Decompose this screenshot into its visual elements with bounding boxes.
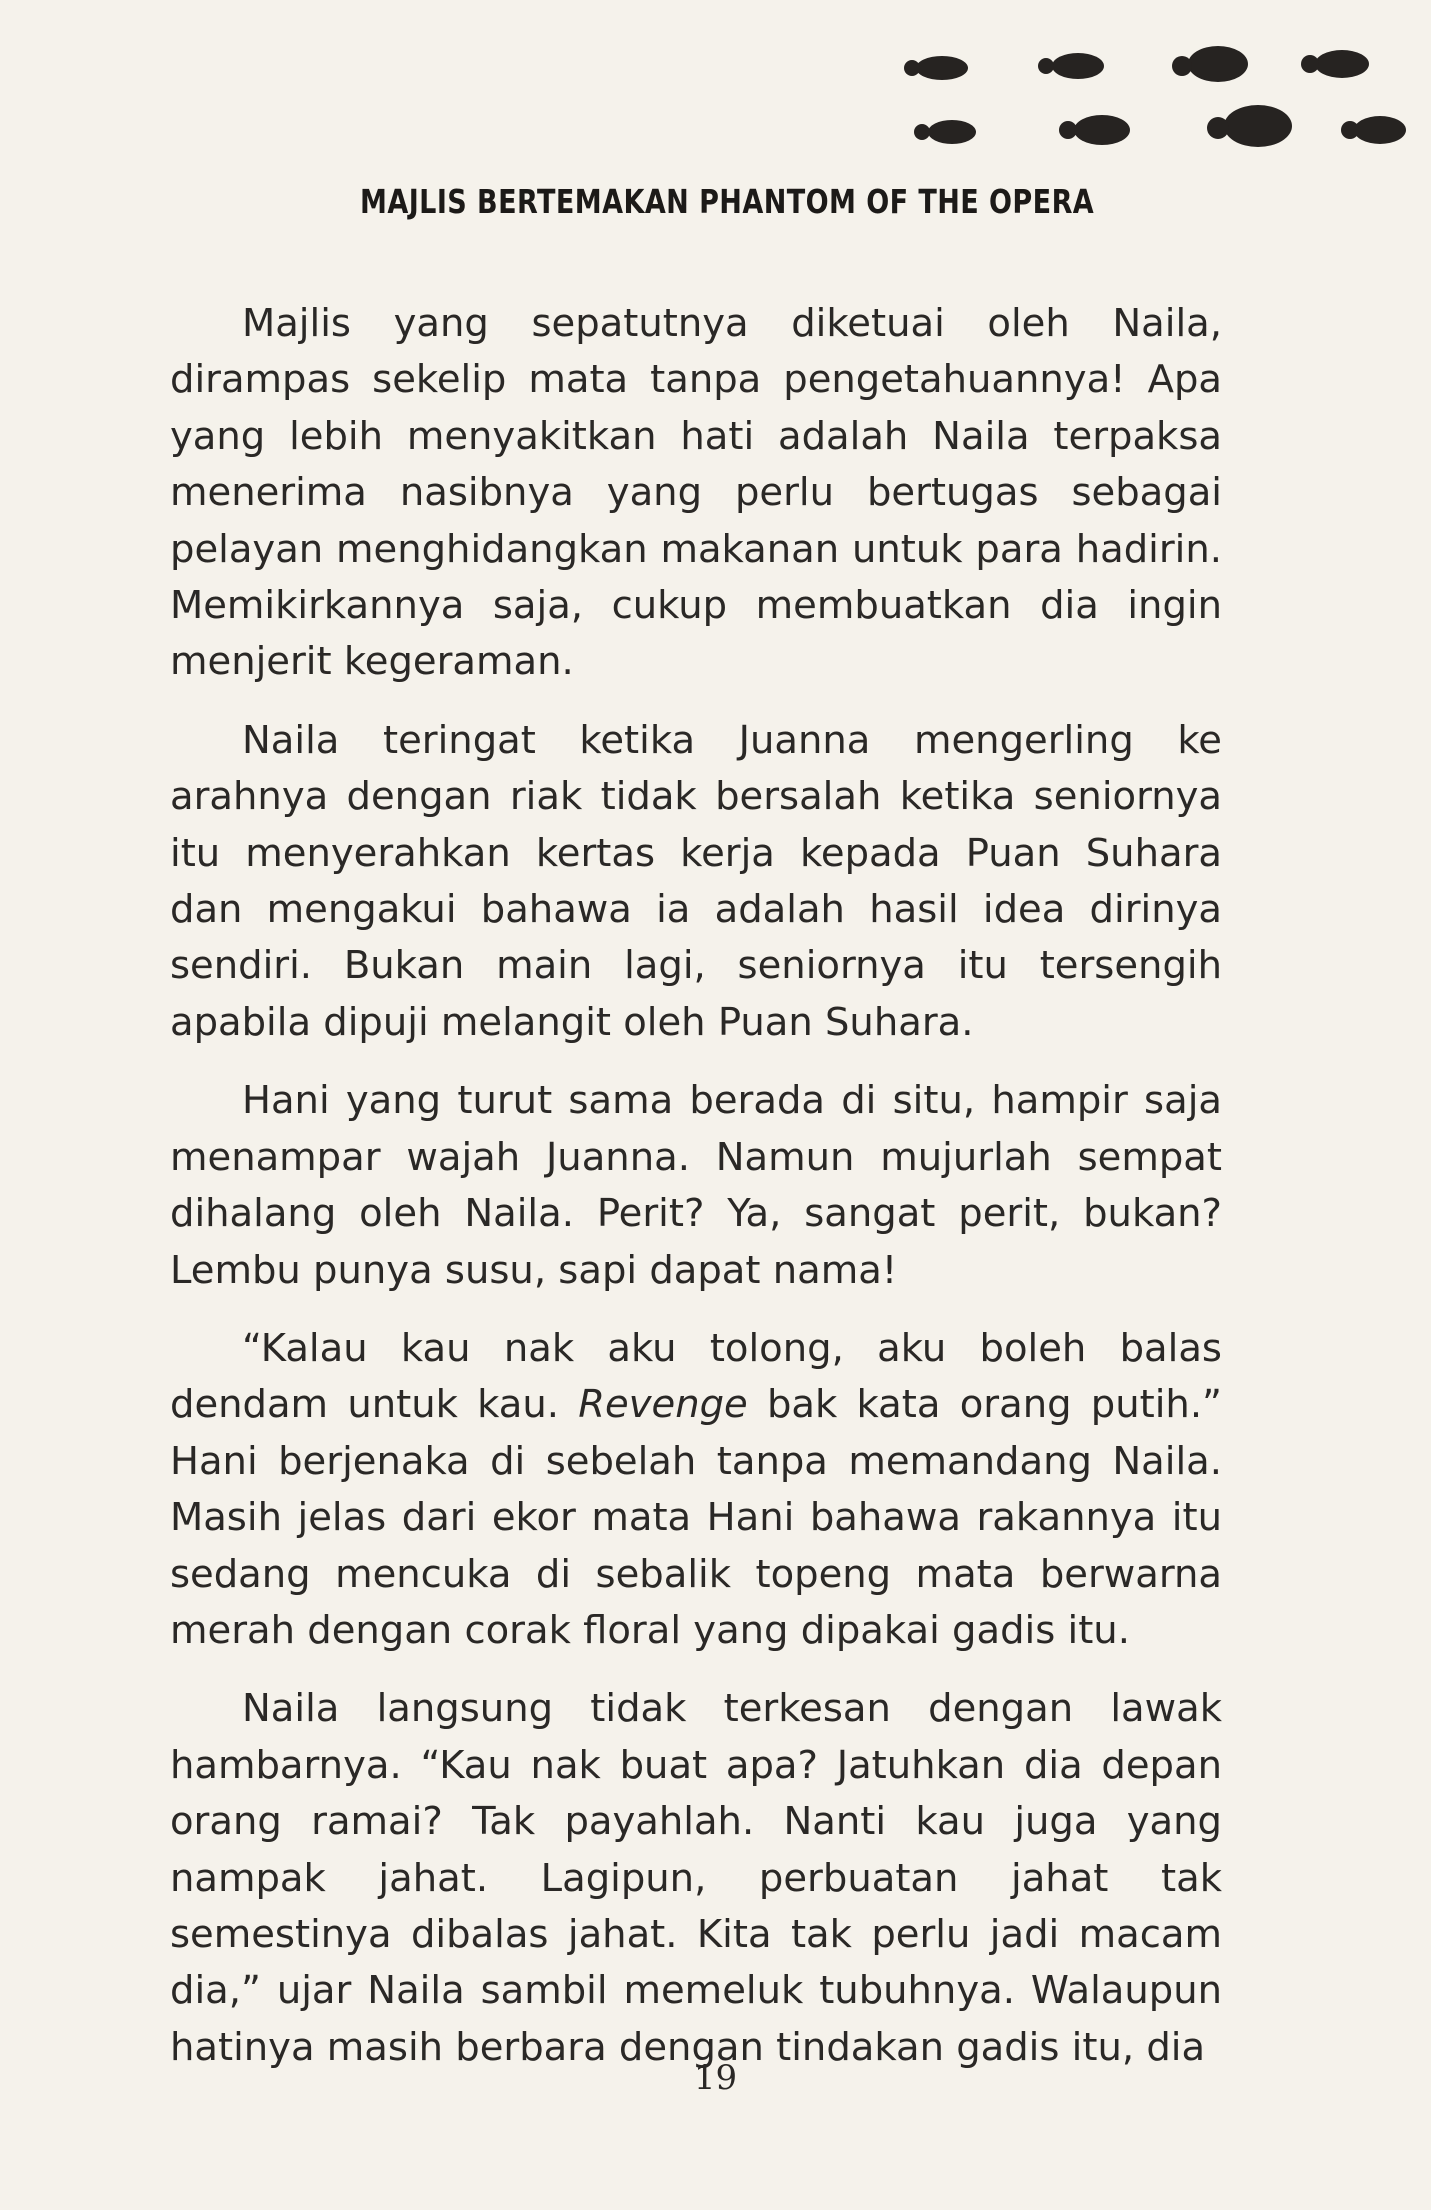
page-number: 19 xyxy=(693,2058,738,2098)
paragraph-5: Naila langsung tidak terkesan dengan lawak hambarnya. “Kau nak buat apa? Jatuhkan dia depan orang ramai? Tak payahlah. Nanti kau juga yang nampak jahat. Lagipun, perbuatan jahat tak semestinya dibalas jahat. Kita tak perlu jadi macam dia,” ujar Naila sambil memeluk tubuhnya. Walaupun hatinya masih berbara dengan tindakan gadis itu, dia xyxy=(170,1686,1222,2070)
paragraph-4-end: bak kata orang putih.” Hani berjenaka di sebelah tanpa memandang Naila. Masih jelas dari ekor mata Hani bahawa rakannya itu sedang mencuka di sebalik topeng mata berwarna merah dengan corak floral yang dipakai gadis itu. xyxy=(170,1382,1222,1653)
paragraph-4-start: “Kalau kau nak aku tolong, aku boleh balas dendam untuk kau. xyxy=(170,1325,1222,1428)
paragraph-4 xyxy=(170,1321,1222,1659)
footprint-top-1 xyxy=(904,56,968,80)
footprint-bottom-4 xyxy=(1341,116,1406,144)
footprint-top-4 xyxy=(1301,50,1369,78)
footprint-bottom-3 xyxy=(1207,105,1292,147)
footprint-top-2 xyxy=(1038,53,1104,79)
paragraph-1: Majlis yang sepatutnya diketuai oleh Naila, dirampas sekelip mata tanpa pengetahuannya! Apa yang lebih menyakitkan hati adalah Naila terpaksa menerima nasibnya yang perlu bertugas sebagai pelayan menghidangkan makanan untuk para hadirin. Memikirkannya saja, cukup membuatkan dia ingin menjerit kegeraman. xyxy=(170,301,1222,685)
paragraph-4-italic: Revenge xyxy=(578,1382,748,1428)
paragraph-3: Hani yang turut sama berada di situ, hampir saja menampar wajah Juanna. Namun mujurlah sempat dihalang oleh Naila. Perit? Ya, sangat perit, bukan? Lembu punya susu, sapi dapat nama! xyxy=(170,1078,1222,1293)
footprint-top-3 xyxy=(1172,46,1248,82)
footprint-bottom-2 xyxy=(1059,115,1130,145)
paragraph-2: Naila teringat ketika Juanna mengerling ke arahnya dengan riak tidak bersalah ketika seniornya itu menyerahkan kertas kerja kepada Puan Suhara dan mengakui bahawa ia adalah hasil idea dirinya sendiri. Bukan main lagi, seniornya itu tersengih apabila dipuji melangit oleh Puan Suhara. xyxy=(170,717,1222,1045)
running-header: MAJLIS BERTEMAKAN PHANTOM OF THE OPERA xyxy=(360,182,1095,221)
footprint-bottom-1 xyxy=(914,120,976,144)
body-text xyxy=(170,296,1222,2098)
footprints-icon xyxy=(880,40,1420,180)
